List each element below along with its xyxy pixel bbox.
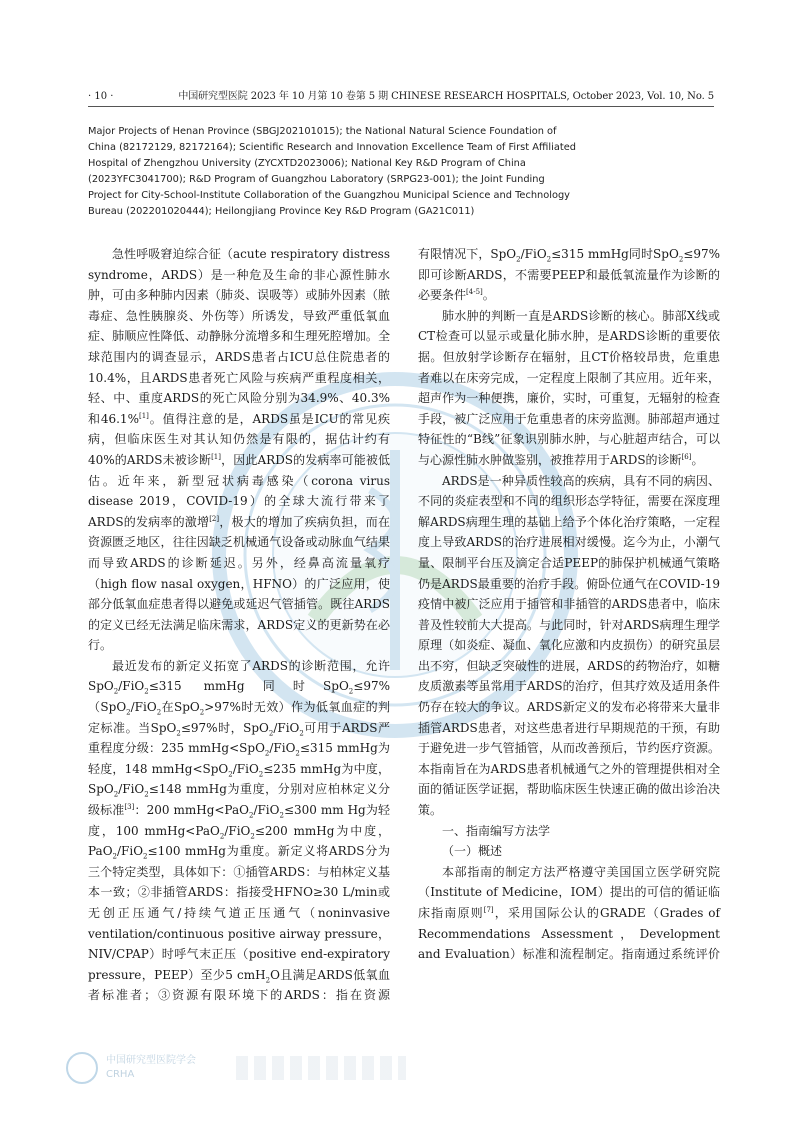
paragraph-continued: 有限情况下，SpO$_2$/FiO$_2$≤315 mmHg同时SpO$_2$≤97%即可诊断ARDS，不需要PEEP和最低氧流量作为诊断的必要条件[4-5]。 — [418, 247, 721, 303]
watermark-pattern — [236, 1056, 406, 1080]
funding-line: Hospital of Zhengzhou University (ZYCXTD2023006); National Key R&D Program of China — [88, 158, 526, 169]
running-header — [88, 90, 714, 107]
funding-line: Project for City-School-Institute Collaboration of the Guangzhou Municipal Science and Technology — [88, 190, 570, 201]
paragraph-pulmonary-edema: 肺水肿的判断一直是ARDS诊断的核心。肺部X线或CT检查可以显示或量化肺水肿，是ARDS诊断的重要依据。但放射学诊断存在辐射，且CT价格较昂贵，危重患者难以在床旁完成，一定程度上限制了其应用。近年来，超声作为一种便携，廉价，实时，可重复，无辐射的检查手段，被广泛应用于危重患者的床旁监测。肺部超声通过特征性的“B线”征象识别肺水肿，与心脏超声结合，可以与心源性肺水肿做鉴别，被推荐用于ARDS的诊断[6]。 — [418, 308, 720, 467]
left-column — [88, 244, 390, 1006]
page-number: · 10 · — [88, 91, 114, 102]
section-heading-methodology: 一、指南编写方法学 — [442, 823, 551, 838]
funding-line: (2023YFC3041700); R&D Program of Guangzhou Laboratory (SRPG23-001); the Joint Funding — [88, 174, 545, 185]
footer-watermark — [66, 1052, 416, 1086]
society-name — [106, 1054, 196, 1082]
funding-line: Bureau (202201020444); Heilongjiang Province Key R&D Program (GA21C011) — [88, 206, 475, 217]
society-name-cn: 中国研究型医院学会 — [106, 1055, 196, 1066]
journal-citation: 中国研究型医院 2023 年 10 月第 10 卷第 5 期 CHINESE RESEARCH HOSPITALS, October 2023, Vol. 10, No. 5 — [178, 91, 714, 102]
society-logo-icon — [66, 1052, 98, 1084]
right-column — [418, 244, 720, 965]
subsection-heading-overview: （一）概述 — [442, 844, 503, 859]
paragraph-intro: 急性呼吸窘迫综合征（acute respiratory distress syndrome，ARDS）是一种危及生命的非心源性肺水肿，可由多种肺内因素（肺炎、误吸等）或肺外因素（脓毒症、急性胰腺炎、外伤等）所诱发，导致严重低氧血症、肺顺应性降低、动静脉分流增多和生理死腔增加。全球范围内的调查显示，ARDS患者占ICU总住院患者的10.4%，且ARDS患者死亡风险与疾病严重程度相关，轻、中、重度ARDS的死亡风险分别为34.9%、40.3%和46.1%[1]。值得注意的是，ARDS虽是ICU的常见疾病，但临床医生对其认知仍然是有限的，据估计约有40%的ARDS未被诊断[1]，因此ARDS的发病率可能被低估。近年来，新型冠状病毒感染（corona virus disease 2019，COVID-19）的全球大流行带来了ARDS的发病率的激增[2]，极大的增加了疾病负担，而在资源匮乏地区，往往因缺乏机械通气设备或动脉血气结果而导致ARDS的诊断延迟。另外，经鼻高流量氧疗（high flow nasal oxygen，HFNO）的广泛应用，使部分低氧血症患者得以避免或延迟气管插管。既往ARDS的定义已经无法满足临床需求，ARDS定义的更新势在必行。 — [88, 247, 391, 653]
paragraph-methods: 本部指南的制定方法严格遵守美国国立医学研究院（Institute of Medicine，IOM）提出的可信的循证临床指南原则[7]，采用国际公认的GRADE（Grades of Recommendations Assessment，Development and Evaluation）标准和流程制定。指南通过系统评价 — [418, 864, 720, 962]
funding-line: Major Projects of Henan Province (SBGJ202101015); the National Natural Science Foundation of — [88, 126, 557, 137]
society-abbr: CRHA — [106, 1069, 135, 1080]
funding-line: China (82172129, 82172164); Scientific Research and Innovation Excellence Team of First Affiliated — [88, 142, 576, 153]
paragraph-new-definition: 最近发布的新定义拓宽了ARDS的诊断范围，允许SpO$_2$/FiO$_2$≤315 mmHg同时SpO$_2$≤97%（SpO$_2$/FiO$_2$在SpO$_2$>97%时无效）作为低氧血症的判定标准。当SpO$_2$≤97%时，SpO$_2$/FiO$_2$可用于ARDS严重程度分级：235 mmHg<SpO$_2$/FiO$_2$≤315 mmHg为轻度，148 mmHg<SpO$_2$/FiO$_2$≤235 mmHg为中度，SpO$_2$/FiO$_2$≤148 mmHg为重度，分别对应柏林定义分级标准[3]：200 mmHg<PaO$_2$/FiO$_2$≤300 mm Hg为轻度，100 mmHg<PaO$_2$/FiO$_2$≤200 mmHg为中度，PaO$_2$/FiO$_2$≤100 mmHg为重度。新定义将ARDS分为三个特定类型，具体如下：①插管ARDS：与柏林定义基本一致；②非插管ARDS：指接受HFNO≥30 L/min或无创正压通气/持续气道正压通气（noninvasive ventilation/continuous positive airway pressure，NIV/CPAP）时呼气末正压（positive end-expiratory pressure，PEEP）至少5 cmH$_2$O且满足ARDS低氧血者标准者；③资源有限环境下的ARDS：指在资源 — [88, 658, 391, 1003]
funding-statement — [88, 124, 600, 220]
paragraph-heterogeneity: ARDS是一种异质性较高的疾病，具有不同的病因、不同的炎症表型和不同的组织形态学特征，需要在深度理解ARDS病理生理的基础上给予个体化治疗策略，一定程度上导致ARDS的治疗进展相对缓慢。迄今为止，小潮气量、限制平台压及滴定合适PEEP的肺保护机械通气策略仍是ARDS最重要的治疗手段。俯卧位通气在COVID-19疫情中被广泛应用于插管和非插管的ARDS患者中，临床普及性较前大大提高。与此同时，针对ARDS病理生理学原理（如炎症、凝血、氧化应激和内皮损伤）的研究虽层出不穷，但缺乏突破性的进展，ARDS的药物治疗，如糖皮质激素等虽常用于ARDS的治疗，但其疗效及适用条件仍存在较大的争议。ARDS新定义的发布必将带来大量非插管ARDS患者，对这些患者进行早期规范的干预，有助于避免进一步气管插管，从而改善预后，节约医疗资源。本指南旨在为ARDS患者机械通气之外的管理提供相对全面的循证医学证据，帮助临床医生快速正确的做出诊治决策。 — [418, 473, 720, 818]
